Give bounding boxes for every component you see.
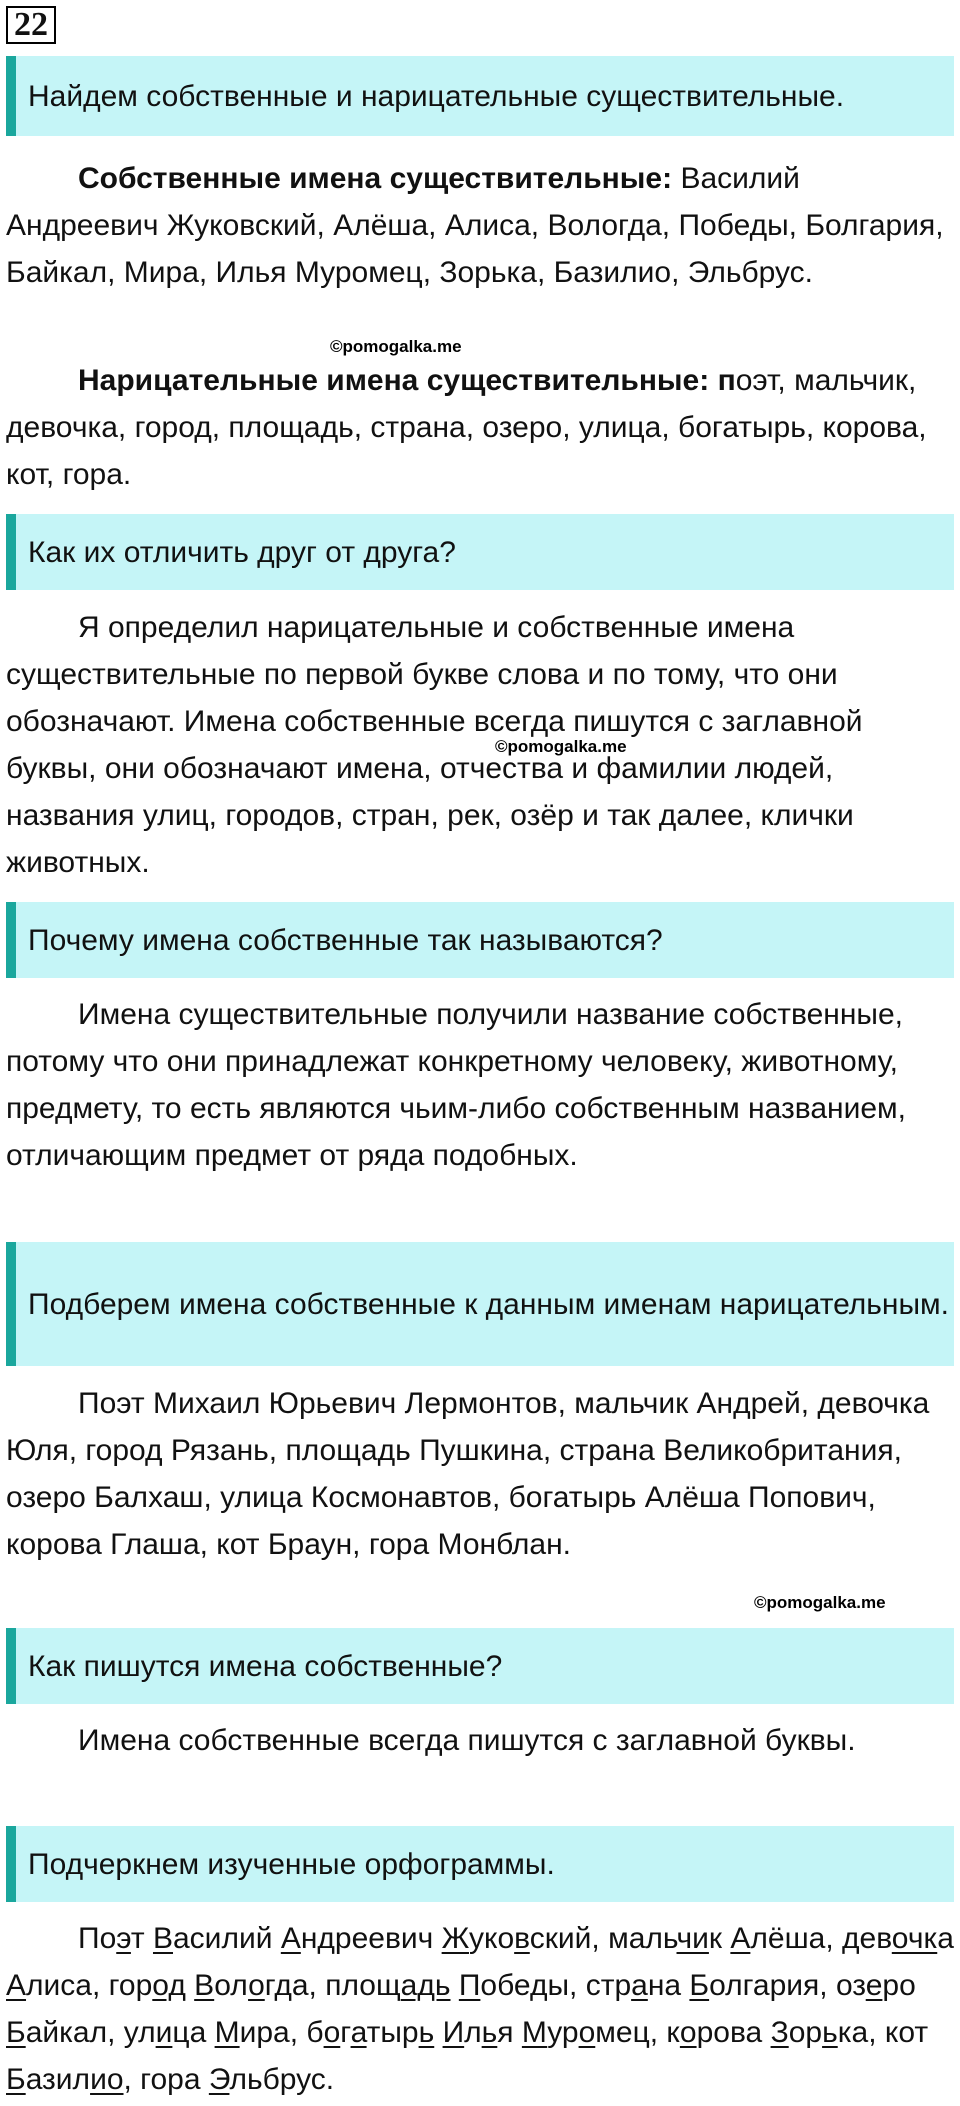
text-segment [434,2016,442,2049]
orthogram-underline: ь [822,2016,838,2049]
orthogram-underline: А [6,1969,27,2002]
answer-proper-nouns [6,155,954,296]
orthogram-underline: А [280,1922,301,1955]
question-underline [6,1826,954,1902]
orthogram-underline: э [116,1922,131,1955]
text-segment: гда, площ [264,1969,401,2002]
text-segment: рова [696,2016,771,2049]
orthogram-underline: В [152,1922,173,1955]
question-find-nouns [6,56,954,136]
answer-text: Я определил нарицательные и собственные имена существительные по первой букве слова и по тому, что они обозначают. Имена собственные всегда пишутся с заглавной буквы, они обозначают имена, отчества и фамилии людей, названия улиц, городов, стран, рек, озёр и так далее, клички животных. [6,611,863,879]
question-text: Подберем имена собственные к данным именам нарицательным. [28,1287,950,1321]
watermark: ©pomogalka.me [330,337,462,356]
text-segment: , гора [123,2063,209,2096]
orthogram-underline: А [730,1922,751,1955]
text-segment [451,1969,459,2002]
text-segment: По [78,1922,117,1955]
answer-text: Поэт Михаил Юрьевич Лермонтов, мальчик Андрей, девочка Юля, город Рязань, площадь Пушкина, страна Великобритания, озеро Балхаш, улица Космонавтов, богатырь Алёша Попович, корова Глаша, кот Браун, гора Монблан. [6,1387,930,1561]
text-segment: обеды, стр [480,1969,632,2002]
orthogram-underline: Ж [441,1922,469,1955]
watermark: ©pomogalka.me [754,1593,886,1612]
orthogram-underline: адь [400,1969,451,2002]
question-text: Найдем собственные и нарицательные существительные. [28,79,845,113]
common-list: оэт, мальчик, девочка, город, площадь, страна, озеро, улица, богатырь, корова, кот, гора. [6,364,927,491]
question-text: Как пишутся имена собственные? [28,1649,503,1683]
answer-common-nouns [6,357,954,498]
answer-underline [6,1915,954,2103]
text-segment: л [464,2016,482,2049]
question-text: Как их отличить друг от друга? [28,535,456,569]
orthogram-underline: очк [891,1922,938,1955]
text-segment: ро [882,1969,916,2002]
question-pick-proper [6,1242,954,1366]
text-segment: ур [547,2016,579,2049]
proper-list: Василий Андреевич Жуковский, Алёша, Алиса, Вологда, Победы, Болгария, Байкал, Мира, Илья Муромец, Зорька, Базилио, Эльбрус. [6,162,944,289]
orthogram-underline: ь [481,2016,498,2049]
text-segment: я [497,2016,522,2049]
question-text: Подчеркнем изученные орфограммы. [28,1847,555,1881]
proper-label: Собственные имена существительные: [78,162,673,195]
orthogram-underline: о [578,2016,596,2049]
underlined-text [6,1922,954,2096]
text-segment: айкал, ул [25,2016,156,2049]
orthogram-underline: о [248,1969,265,2002]
answer-pick-proper [6,1380,954,1568]
orthogram-underline: е [865,1969,883,2002]
text-segment: к [708,1922,731,1955]
text-segment: на [647,1969,690,2002]
text-segment: ский, маль [529,1922,677,1955]
answer-why-proper [6,991,954,1179]
text-segment: а [937,1922,954,1955]
orthogram-underline: и [155,2016,173,2049]
orthogram-underline: о [323,2016,341,2049]
orthogram-underline: М [521,2016,548,2049]
answer-text: Имена собственные всегда пишутся с заглавной буквы. [78,1724,856,1757]
orthogram-underline: Б [6,2063,26,2096]
orthogram-underline: В [194,1969,215,2002]
orthogram-underline: а [350,2016,367,2049]
text-segment: ира, б [239,2016,324,2049]
task-number: 22 [6,6,56,44]
orthogram-underline: в [514,1922,530,1955]
orthogram-underline: З [770,2016,789,2049]
answer-text: Имена существительные получили название собственные, потому что они принадлежат конкретному человеку, животному, предмету, то есть являются чьим-либо собственным названием, отличающим предмет от ряда подобных. [6,998,906,1172]
text-segment: мец, к [595,2016,680,2049]
orthogram-underline: о [679,2016,697,2049]
text-segment: уко [469,1922,515,1955]
text-segment: азил [25,2063,91,2096]
text-segment: ор [788,2016,823,2049]
text-segment: ца [172,2016,215,2049]
text-segment: асилий [173,1922,281,1955]
text-segment: лёша, дев [750,1922,892,1955]
watermark: ©pomogalka.me [495,737,627,756]
text-segment: т [130,1922,153,1955]
orthogram-underline: Б [689,1969,710,2002]
question-why-proper [6,902,954,978]
orthogram-underline: ио [90,2063,124,2096]
text-segment: ндреевич [300,1922,442,1955]
orthogram-underline: Б [6,2016,26,2049]
orthogram-underline: ь [418,2016,435,2049]
orthogram-underline: М [214,2016,240,2049]
text-segment: лиса, гор [26,1969,153,2002]
orthogram-underline: Э [208,2063,230,2096]
text-segment [186,1969,194,2002]
answer-distinguish [6,604,954,886]
question-text: Почему имена собственные так называются? [28,923,663,957]
text-segment: ол [214,1969,249,2002]
text-segment: олгария, оз [709,1969,866,2002]
question-distinguish [6,514,954,590]
text-segment: тыр [366,2016,419,2049]
answer-how-written [6,1717,954,1764]
orthogram-underline: чи [676,1922,709,1955]
common-label: Нарицательные имена существительные: п [78,364,736,397]
orthogram-underline: И [442,2016,465,2049]
text-segment: льбрус. [229,2063,335,2096]
orthogram-underline: а [631,1969,648,2002]
text-segment: г [340,2016,351,2049]
question-how-written [6,1628,954,1704]
orthogram-underline: П [458,1969,481,2002]
text-segment: ка, кот [837,2016,929,2049]
orthogram-underline: од [152,1969,186,2002]
